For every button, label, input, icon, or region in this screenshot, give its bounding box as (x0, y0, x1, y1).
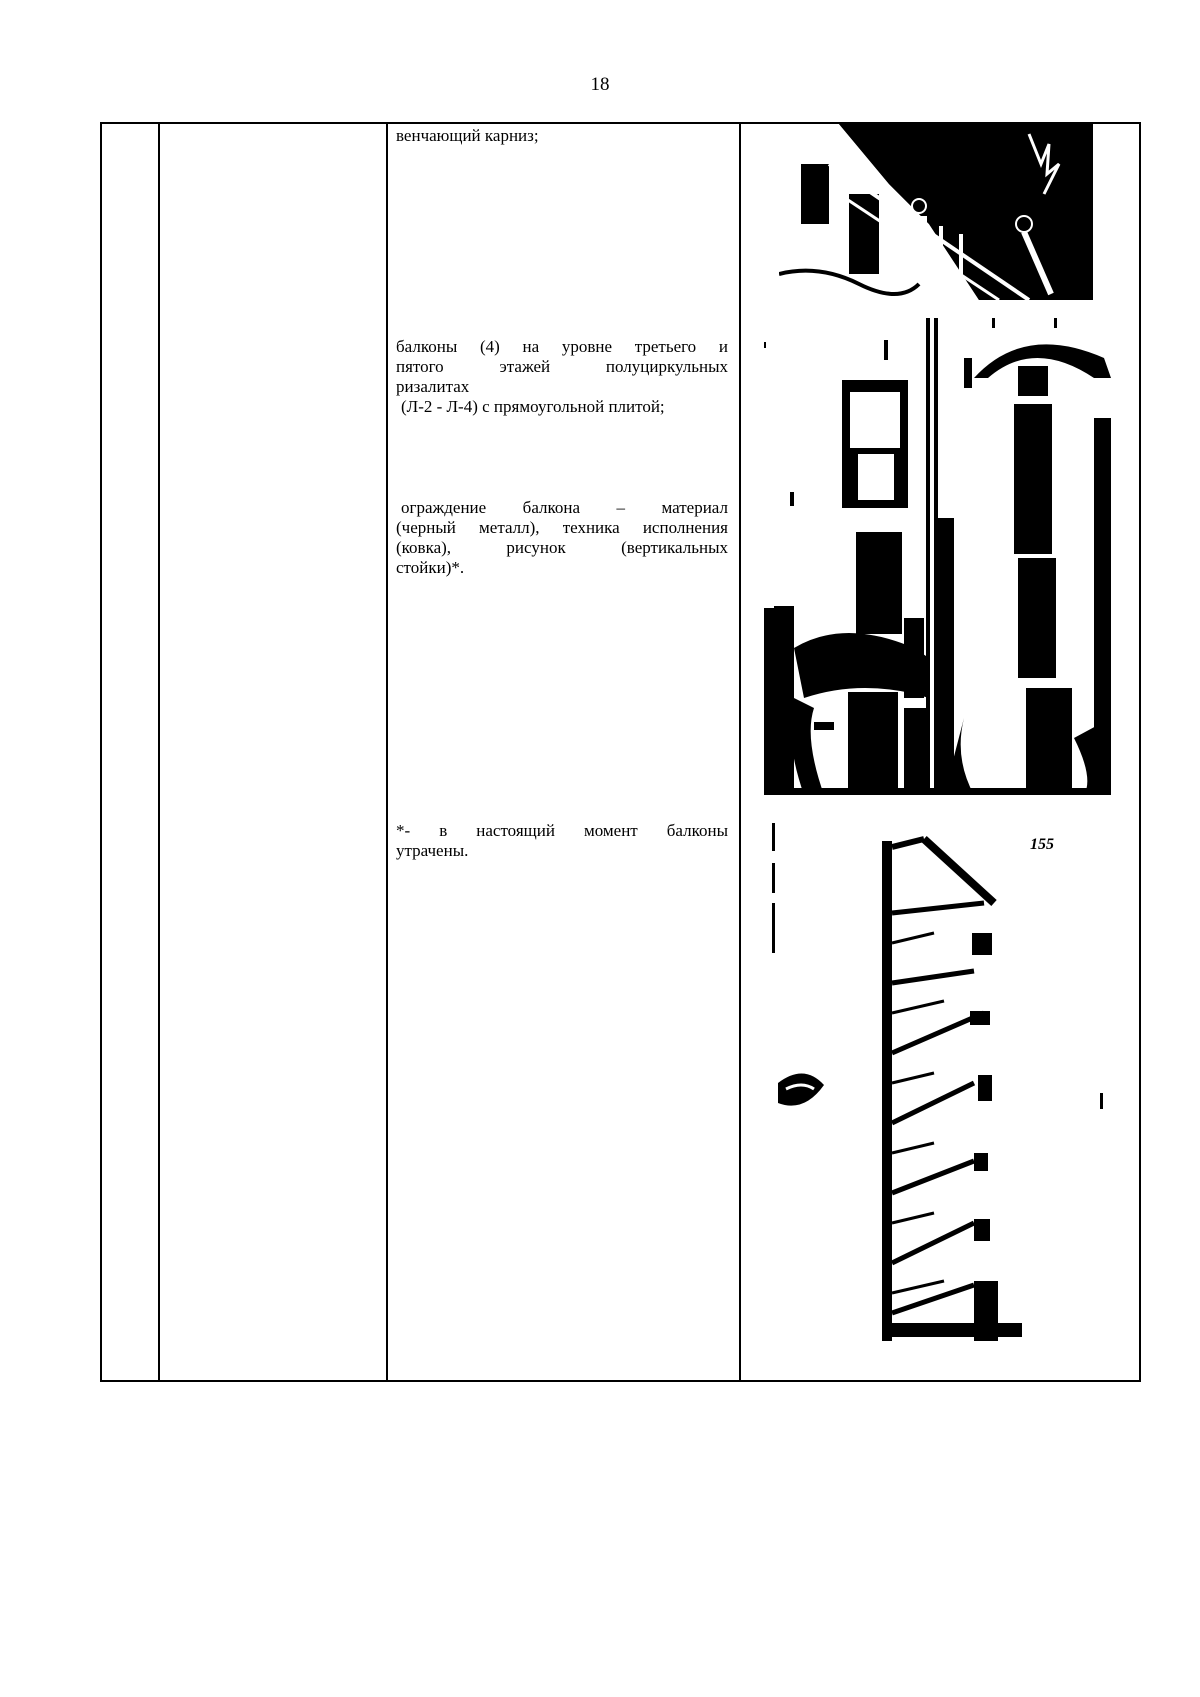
item-balcony-fence (396, 498, 728, 578)
fence-line-2: (черный металл), техника исполнения (396, 518, 728, 537)
balconies-line-3: ризалитах (396, 377, 470, 396)
drawing-annotation: 155 (1030, 836, 1054, 853)
table-divider-2 (386, 124, 388, 1380)
note-line-2: утрачены. (396, 841, 469, 860)
item-note (396, 821, 728, 861)
item-cornice-text: венчающий карниз; (396, 126, 539, 145)
page-number: 18 (590, 74, 610, 95)
balconies-photo (764, 318, 1111, 795)
item-balconies (396, 337, 728, 417)
balconies-line-2: пятого этажей полуциркульных (396, 357, 728, 376)
fence-line-3: (ковка), рисунок (вертикальных (396, 538, 728, 557)
balconies-line-1: балконы (4) на уровне третьего и (396, 337, 728, 356)
table-divider-3 (739, 124, 741, 1380)
cornice-photo (779, 124, 1093, 300)
fence-line-1: ограждение балкона – материал (401, 498, 728, 517)
note-line-1: *- в настоящий момент балконы (396, 821, 728, 840)
balcony-drawing (764, 823, 1111, 1350)
table-divider-1 (158, 124, 160, 1380)
balconies-line-4: (Л-2 - Л-4) с прямоугольной плитой; (401, 397, 665, 416)
fence-line-4: стойки)*. (396, 558, 465, 577)
item-cornice (396, 126, 728, 146)
